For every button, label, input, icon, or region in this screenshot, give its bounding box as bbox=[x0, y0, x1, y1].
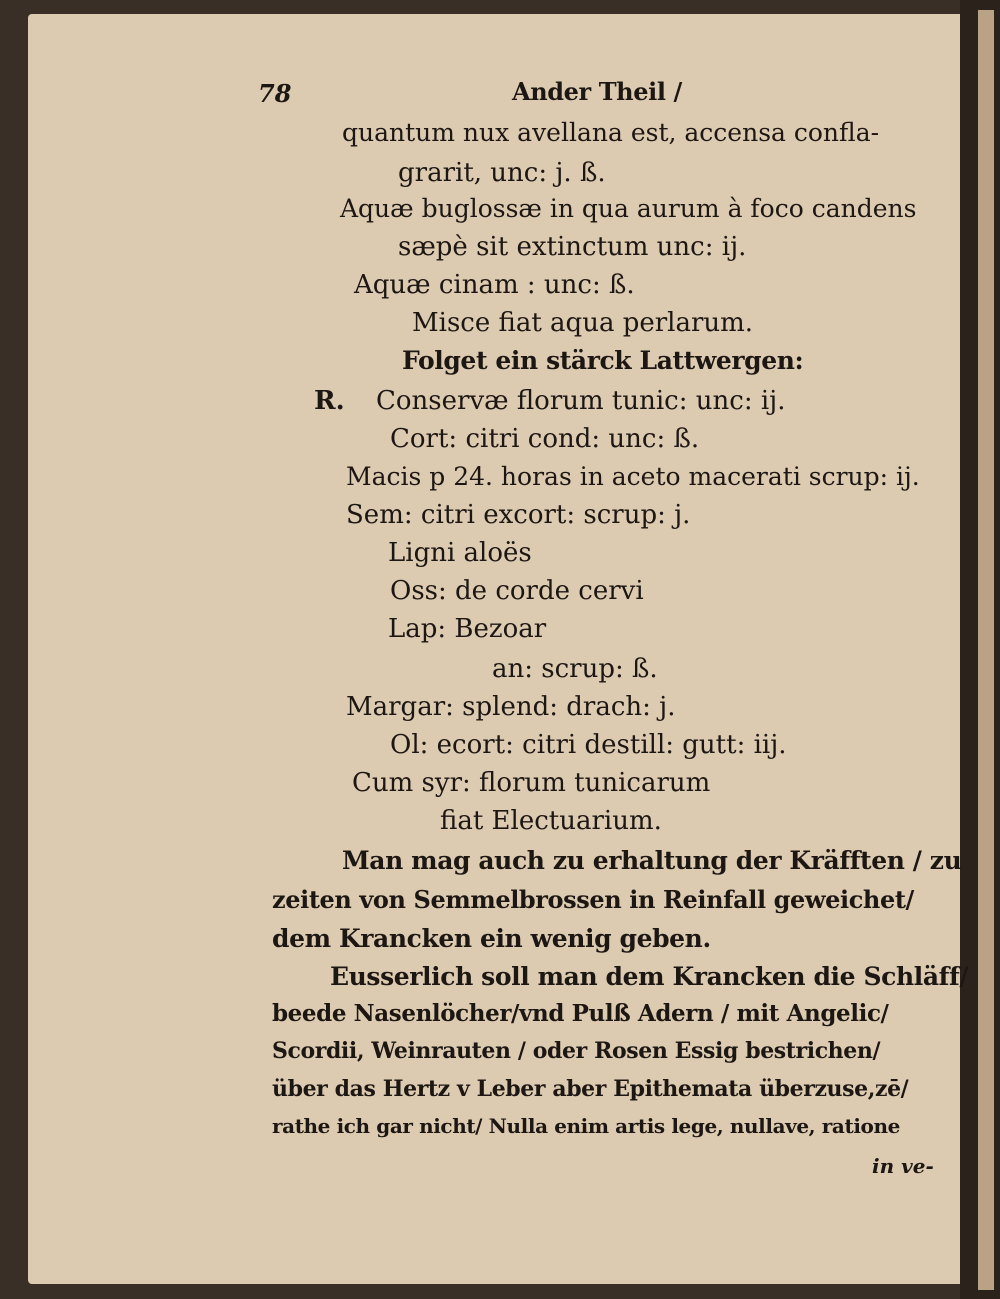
text-line-15: an: scrup: ß. bbox=[492, 654, 658, 684]
text-line-4: sæpè sit extinctum unc: ij. bbox=[398, 232, 747, 262]
text-line-1: quantum nux avellana est, accensa confla- bbox=[342, 118, 880, 147]
text-line-24: beede Nasenlöcher/vnd Pulß Adern / mit Angelic/ bbox=[272, 1000, 889, 1027]
text-line-10: Macis p 24. horas in aceto macerati scrup: ij. bbox=[346, 462, 920, 491]
text-line-21: zeiten von Semmelbrossen in Reinfall geweichet/ bbox=[272, 885, 914, 914]
text-line-13: Oss: de corde cervi bbox=[390, 576, 644, 606]
text-line-12: Ligni aloës bbox=[388, 538, 532, 568]
text-line-14: Lap: Bezoar bbox=[388, 614, 547, 644]
text-line-6: Misce fiat aqua perlarum. bbox=[412, 308, 754, 338]
text-line-26: über das Hertz v Leber aber Epithemata überzuse,zē/ bbox=[272, 1076, 909, 1102]
text-line-25: Scordii, Weinrauten / oder Rosen Essig bestrichen/ bbox=[272, 1038, 881, 1064]
text-line-5: Aquæ cinam : unc: ß. bbox=[354, 270, 635, 300]
text-line-17: Ol: ecort: citri destill: gutt: iij. bbox=[390, 730, 787, 760]
text-line-22: dem Krancken ein wenig geben. bbox=[272, 924, 711, 953]
text-line-18: Cum syr: florum tunicarum bbox=[352, 768, 711, 798]
text-line-11: Sem: citri excort: scrup: j. bbox=[346, 500, 691, 530]
recipe-symbol: R. bbox=[314, 386, 345, 416]
text-line-8: Conservæ florum tunic: unc: ij. bbox=[376, 386, 786, 416]
text-line-23: Eusserlich soll man dem Krancken die Schläff/ bbox=[330, 962, 969, 991]
text-line-27: rathe ich gar nicht/ Nulla enim artis lege, nullave, ratione bbox=[272, 1114, 900, 1138]
catchword: in ve- bbox=[872, 1154, 934, 1178]
text-line-19: fiat Electuarium. bbox=[440, 806, 662, 836]
section-heading: Folget ein stärck Lattwergen: bbox=[402, 346, 804, 375]
text-line-9: Cort: citri cond: unc: ß. bbox=[390, 424, 700, 454]
text-line-16: Margar: splend: drach: j. bbox=[346, 692, 676, 722]
page-number: 78 bbox=[258, 79, 292, 108]
text-line-20: Man mag auch zu erhaltung der Kräfften / zu bbox=[342, 846, 962, 875]
running-header: Ander Theil / bbox=[512, 77, 682, 106]
text-line-3: Aquæ buglossæ in qua aurum à foco candens bbox=[340, 194, 917, 223]
page-edge bbox=[978, 10, 994, 1290]
text-line-2: grarit, unc: j. ß. bbox=[398, 158, 606, 188]
